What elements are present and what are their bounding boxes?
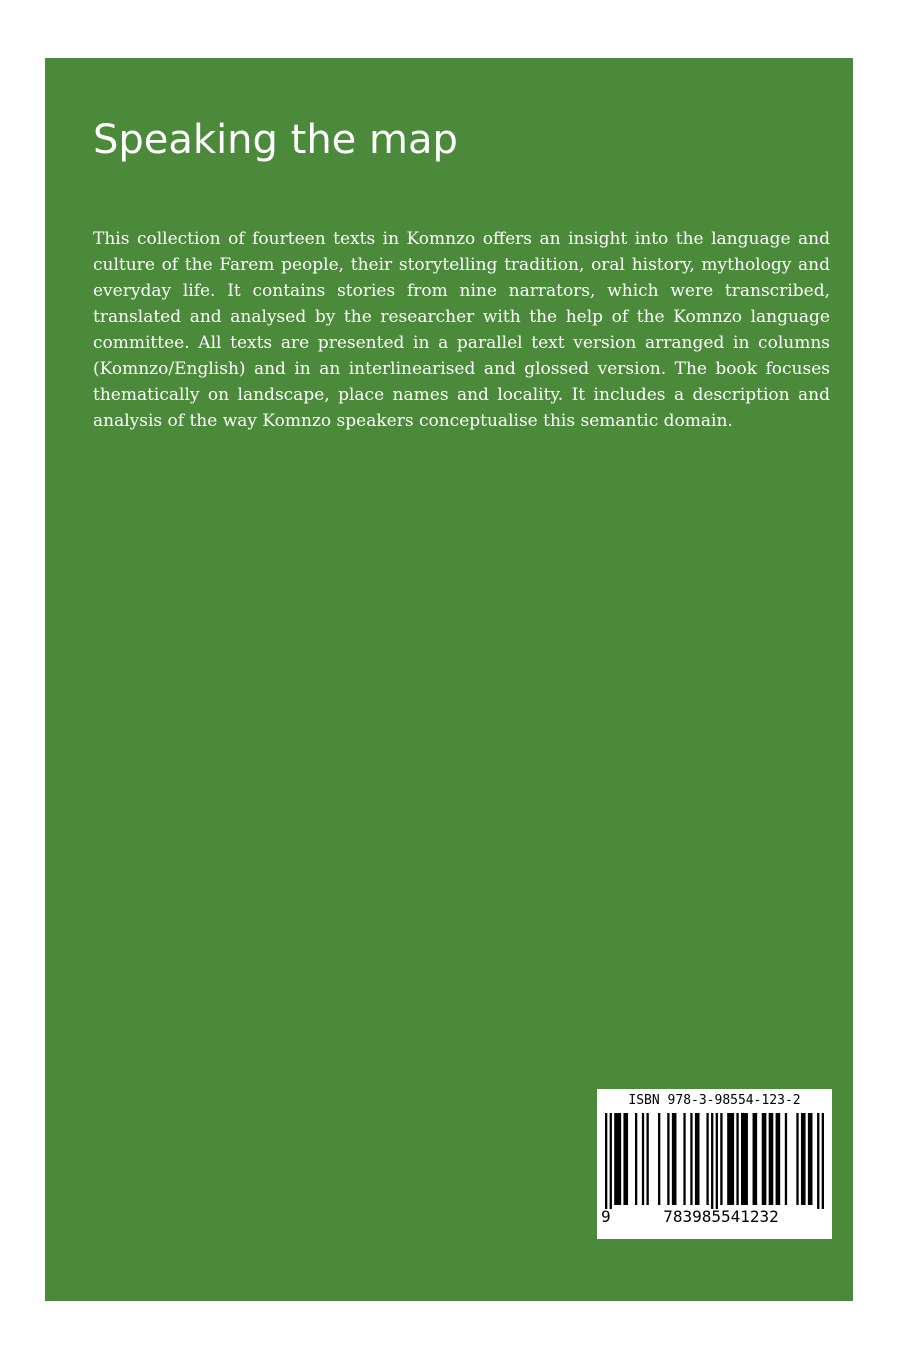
barcode-bar [822,1113,824,1209]
barcode-bar [796,1113,798,1205]
isbn-label: ISBN 978-3-98554-123-2 [628,1093,801,1108]
book-title: Speaking the map [93,117,458,163]
barcode-bar [658,1113,660,1205]
barcode-bar [741,1113,748,1205]
barcode-bar [808,1113,813,1205]
ean-first-digit: 9 [601,1207,611,1226]
barcode-bar [801,1113,806,1205]
barcode-bar [605,1113,607,1209]
barcode-bar [683,1113,685,1205]
barcode-bar [769,1113,774,1205]
barcode-bar [817,1113,819,1209]
barcode-bar [635,1113,637,1205]
isbn-barcode [597,1089,832,1239]
barcode-bar [720,1113,722,1205]
ean-digits: 783985541232 [663,1207,779,1226]
barcode-bar [623,1113,628,1205]
barcode-bar [785,1113,787,1205]
barcode-bar [667,1113,669,1205]
barcode-bar [753,1113,758,1205]
barcode-bar [690,1113,692,1205]
barcode-bar [610,1113,612,1209]
barcode-bar [646,1113,648,1205]
barcode-bar [776,1113,781,1205]
back-cover [45,58,853,1301]
barcode-bar [762,1113,767,1205]
barcode-bars [605,1113,824,1209]
barcode-bar [695,1113,700,1205]
book-description: This collection of fourteen texts in Komnzo offers an insight into the language and culture of the Farem people, their storytelling tradition, oral history, mythology and everyday life. It contains stories from nine narrators, which were transcribed, translated and analysed by the researcher with the help of the Komnzo language committee. All texts are presented in a parallel text version arranged in columns (Komnzo/English) and in an interlinearised and glossed version. The book focuses thematically on landscape, place names and locality. It includes a description and analysis of the way Komnzo speakers conceptualise this semantic domain. [93,229,830,431]
barcode-bar [711,1113,713,1209]
barcode-bar [727,1113,734,1205]
barcode-bar [706,1113,708,1205]
barcode-bar [672,1113,677,1205]
barcode-bar [614,1113,621,1205]
barcode-bar [736,1113,738,1205]
barcode-bar [642,1113,644,1205]
barcode-bar [716,1113,718,1209]
